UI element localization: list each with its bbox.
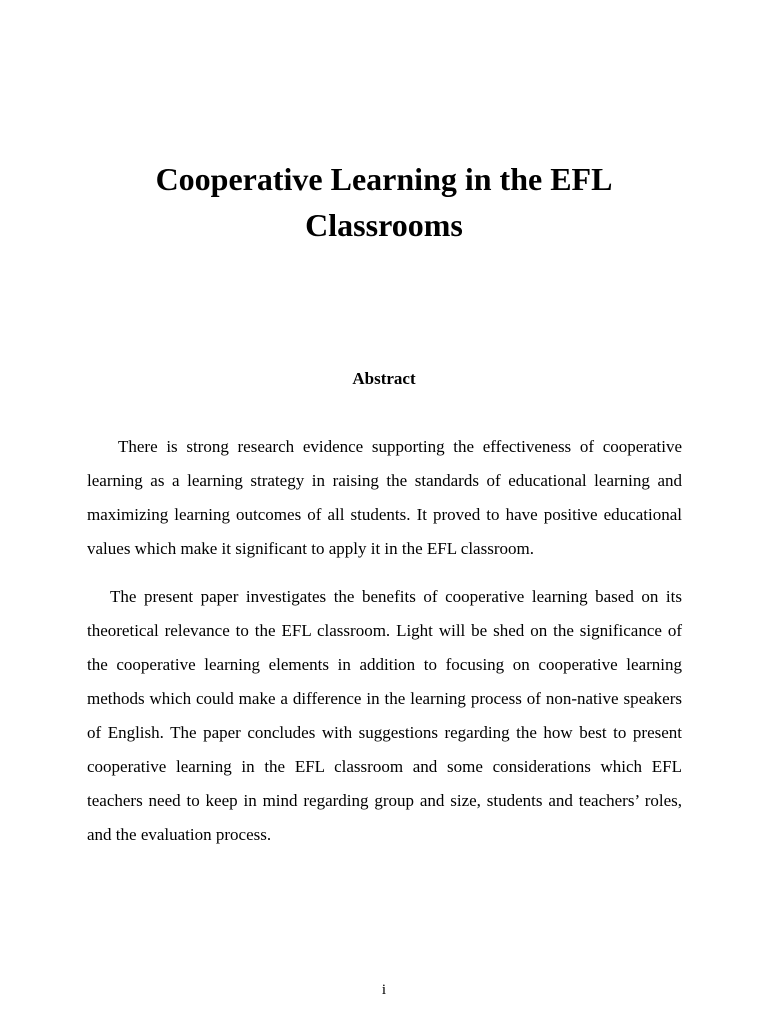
title-line-1: Cooperative Learning in the EFL [155, 161, 613, 197]
abstract-paragraph-1: There is strong research evidence supporting the effectiveness of cooperative learning as a learning strategy in raising the standards of educational learning and maximizing learning outcomes of all students. It proved to have positive educational values which make it significant to apply it in the EFL classroom. [87, 437, 682, 558]
abstract-heading: Abstract [352, 369, 416, 388]
abstract-paragraph-2: The present paper investigates the benefits of cooperative learning based on its theoretical relevance to the EFL classroom. Light will be shed on the significance of the cooperative learning elements in addition to focusing on cooperative learning methods which could make a difference in the learning process of non-native speakers of English. The paper concludes with suggestions regarding the how best to present cooperative learning in the EFL classroom and some considerations which EFL teachers need to keep in mind regarding group and size, students and teachers’ roles, and the evaluation process. [87, 587, 682, 844]
page-number: i [381, 982, 387, 998]
page-title [0, 156, 768, 248]
title-line-2: Classrooms [305, 207, 463, 243]
